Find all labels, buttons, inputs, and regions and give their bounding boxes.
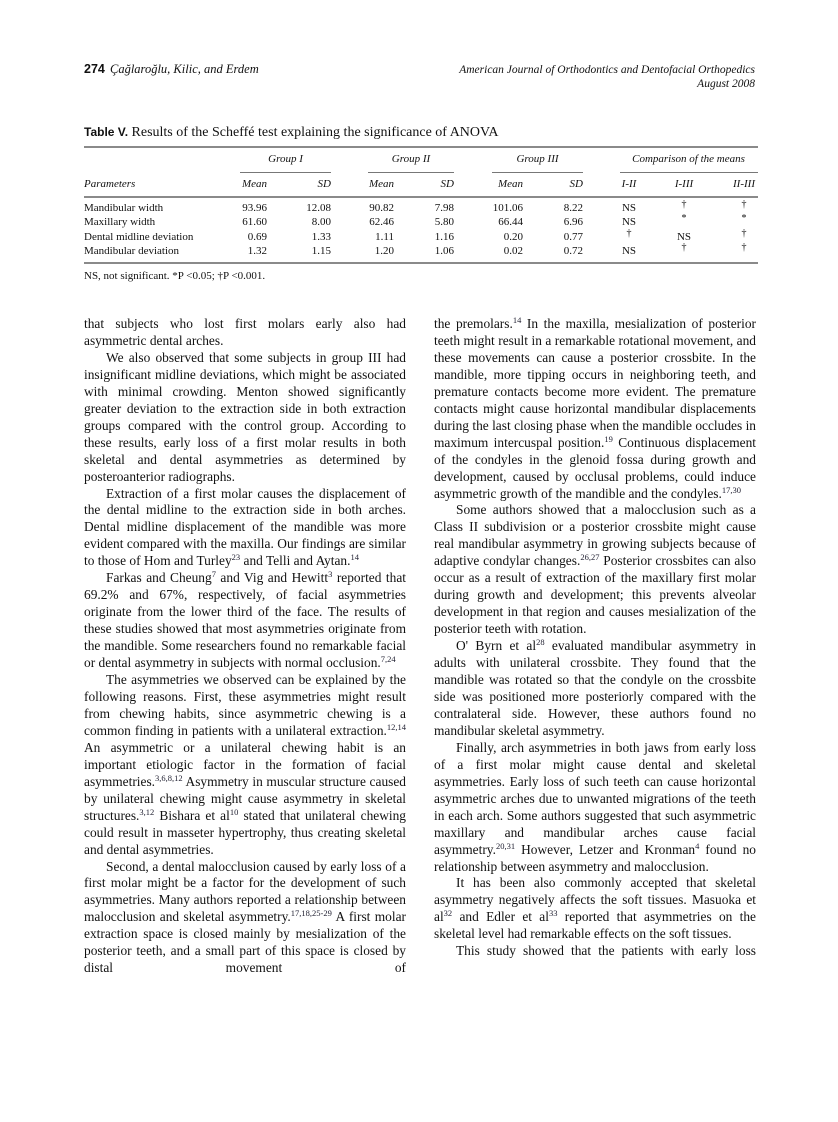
citation-superscript: 10 [229,806,239,817]
paragraph [434,943,756,960]
table-bottom-rule [84,262,758,264]
text-run: Some authors showed that a malocclusion such as a Class II subdivision or a posterior crossbite might cause real mandibular asymmetry in growing subjects because of adaptive condylar changes. [434,502,756,569]
citation-superscript: 17,18,25-29 [290,908,332,919]
group-underline [368,172,454,173]
table-cell: 66.44 [498,216,523,228]
table-label: Table V. [84,125,129,139]
row-label: Dental midline deviation [84,231,194,243]
right-column [434,316,756,960]
citation-superscript: 3,6,8,12 [155,772,183,783]
text-run: It has been also commonly accepted that skeletal asymmetry negatively affects the soft tissues. Masuoka et al [434,875,756,925]
table-cell: 1.06 [434,245,454,257]
text-run: Posterior crossbites can also occur as a result of extraction of the maxillary first molar during growth and development; this prevents alveolar development in that region and causes mesialization of the posterior teeth with rotation. [434,553,756,637]
text-run: stated that unilateral chewing could result in masseter hypertrophy, thus creating skeletal and dental asymmetries. [84,807,406,857]
comparison-cell: * [681,213,687,224]
citation-superscript: 20,31 [495,840,516,851]
text-run: The asymmetries we observed can be explained by the following reasons. First, these asymmetries might result from chewing habits, since asymmetric chewing is a common finding in patients with a unilateral extraction. [84,672,406,738]
table-cell: 7.98 [434,202,454,214]
paragraph [84,570,406,672]
column-header: I-III [674,178,694,190]
group-underline [620,172,758,173]
citation-superscript: 14 [512,315,522,325]
text-run: We also observed that some subjects in group III had insignificant midline deviations, which might be associated with minimal crowding. Menton showed significantly greater deviation to the extraction side in both extraction groups compared with the control group. According to these results, early loss of a first molar results in both skeletal and dental asymmetries as determined by posteroanterior radiographs. [84,349,406,484]
column-header: II-III [733,178,755,190]
text-run: However, Letzer and Kronman [515,841,696,857]
table-footnote: NS, not significant. *P <0.05; †P <0.001. [84,270,266,282]
group-header: Group III [516,153,559,165]
table-cell: 6.96 [563,216,583,228]
comparison-cell: † [741,242,747,253]
citation-superscript: 17,30 [721,484,741,495]
paragraph [434,638,756,740]
table-cell: 101.06 [492,202,523,214]
row-label: Mandibular width [84,202,164,214]
comparison-cell: NS [621,202,637,214]
text-run: found no relationship between asymmetry and malocclusion. [434,841,756,874]
table-cell: 61.60 [242,216,267,228]
group-header: Group I [268,153,303,165]
column-header: Mean [368,178,394,190]
citation-superscript: 3,12 [139,806,155,817]
table-top-rule [84,146,758,148]
paragraph [84,672,406,858]
table-cell: 1.33 [311,231,331,243]
column-header: I-II [621,178,637,190]
table-cell: 93.96 [242,202,267,214]
table-cell: 0.77 [563,231,583,243]
text-run: Extraction of a first molar causes the displacement of the dental midline to the extraction side in both arches. Dental midline displacement of the mandible was more evident compared with the maxilla. Our findings are similar to those of Hom and Turley [84,485,406,569]
paragraph [434,316,756,502]
table-cell: 8.22 [563,202,583,214]
text-run: Farkas and Cheung [106,570,212,586]
table-cell: 1.32 [247,245,267,257]
group-underline [492,172,583,173]
column-header: Parameters [84,178,136,190]
column-header: SD [569,178,583,190]
citation-superscript: 14 [350,552,359,563]
column-header: Mean [497,178,523,190]
table-cell: 0.02 [503,245,523,257]
left-column [84,316,406,977]
citation-superscript: 7,24 [380,654,396,665]
table-cell: 1.15 [311,245,331,257]
citation-superscript: 7 [211,569,216,580]
text-run: Asymmetry in muscular structure caused by unilateral chewing might cause asymmetry in skeletal structures. [84,773,406,823]
table-cell: 1.16 [434,231,454,243]
text-run: and Vig and Hewitt [215,570,329,586]
text-run: O' Byrn et al [456,638,537,654]
issue-date: August 2008 [697,78,755,90]
table-cell: 0.69 [247,231,267,243]
citation-superscript: 4 [695,840,700,851]
group-underline [240,172,331,173]
comparison-cell: NS [621,216,637,228]
table-cell: 0.72 [563,245,583,257]
group-header: Group II [391,153,431,165]
text-run: the premolars. [434,316,513,331]
table-cell: 12.08 [306,202,331,214]
citation-superscript: 3 [328,569,333,580]
table-cell: 0.20 [503,231,523,243]
row-label: Maxillary width [84,216,156,228]
paragraph [84,859,406,978]
comparison-cell: † [741,199,747,210]
text-run: reported that 69.2% and 67%, respectively, of facial asymmetries originate from the lower third of the face. The results of these studies showed that most asymmetries originate from the mandible. Some researchers found no remarkable facial or dental asymmetry in subjects with normal occlusion. [84,570,407,671]
paragraph [84,316,406,350]
comparison-cell: † [741,228,747,239]
table-cell: 8.00 [311,216,331,228]
journal-name: American Journal of Orthodontics and Dentofacial Orthopedics [459,64,755,76]
paragraph [434,740,756,876]
column-header: SD [317,178,331,190]
row-label: Mandibular deviation [84,245,180,257]
citation-superscript: 28 [536,637,545,648]
comparison-cell: † [626,228,632,239]
citation-superscript: 33 [548,908,558,919]
text-run: A first molar extraction space is closed mainly by mesialization of the posterior teeth, and a small part of this space is closed by distal movement of [84,909,406,976]
running-journal [459,63,755,91]
citation-superscript: 26,27 [580,552,600,563]
comparison-cell: NS [676,231,692,243]
column-header: Mean [241,178,267,190]
paragraph [84,486,406,571]
paragraph [84,350,406,486]
text-run: This study showed that the patients with early loss [456,943,756,959]
comparison-cell: * [741,213,747,224]
citation-superscript: 23 [231,552,241,563]
table-cell: 5.80 [434,216,454,228]
table-cell: 62.46 [369,216,394,228]
table-title: Results of the Scheffé test explaining the significance of ANOVA [131,125,499,140]
table-cell: 90.82 [369,202,394,214]
table-header-rule [84,196,758,198]
text-run: evaluated mandibular asymmetry in adults with unilateral crossbite. They found that the mandible was rotated so that the condyle on the crossbite side was positioned more posteriorly compared with the contralateral side. However, these authors found no mandibular skeletal asymmetry. [434,638,756,738]
column-header: SD [440,178,454,190]
group-header: Comparison of the means [632,153,745,165]
text-run: and Telli and Aytan. [240,553,351,569]
comparison-cell: NS [621,245,637,257]
citation-superscript: 12,14 [386,721,406,732]
comparison-cell: † [681,199,687,210]
citation-superscript: 32 [443,908,453,919]
text-run: Finally, arch asymmetries in both jaws from early loss of a first molar might cause dental and skeletal asymmetries. Early loss of such teeth can cause horizontal asymmetric arches due to unwanted migrations of the teeth in each arch. Some authors suggested that such asymmetric maxillary and mandibular arches cause facial asymmetry. [434,739,756,857]
text-run: reported that asymmetries on the skeletal level had remarkable effects on the soft tissues. [434,909,756,942]
citation-superscript: 19 [604,433,613,444]
text-run: and Edler et al [452,909,549,925]
text-run: that subjects who lost first molars early also had asymmetric dental arches. [84,316,406,348]
table-cell: 1.20 [374,245,394,257]
page-number: 274 [84,62,105,76]
table-cell: 1.11 [375,231,394,243]
paragraph [434,875,756,943]
text-run: Continuous displacement of the condyles in the glenoid fossa during growth and development, caused by occlusal problems, could induce asymmetric growth of the mandible and the condyles. [434,434,756,501]
paragraph [434,502,756,638]
running-authors: Çağlaroğlu, Kilic, and Erdem [110,62,259,76]
comparison-cell: † [681,242,687,253]
text-run: Second, a dental malocclusion caused by early loss of a first molar might be a factor for the development of such asymmetries. Many authors reported a relationship between malocclusion and skeletal asymmetry. [84,858,406,925]
table-caption [84,125,498,141]
text-run: An asymmetric or a unilateral chewing habit is an important etiologic factor in the formation of facial asymmetries. [84,739,406,789]
text-run: Bishara et al [154,807,230,823]
text-run: In the maxilla, mesialization of posterior teeth might result in a remarkable rotational movement, and these movements can cause a posterior crossbite. In the mandible, more tipping occurs in neighboring teeth, and premature contacts become more evident. The premature contacts might cause horizontal mandibular displacements during the last closing phase when the mandible occludes in maximum intercuspal position. [434,316,756,450]
